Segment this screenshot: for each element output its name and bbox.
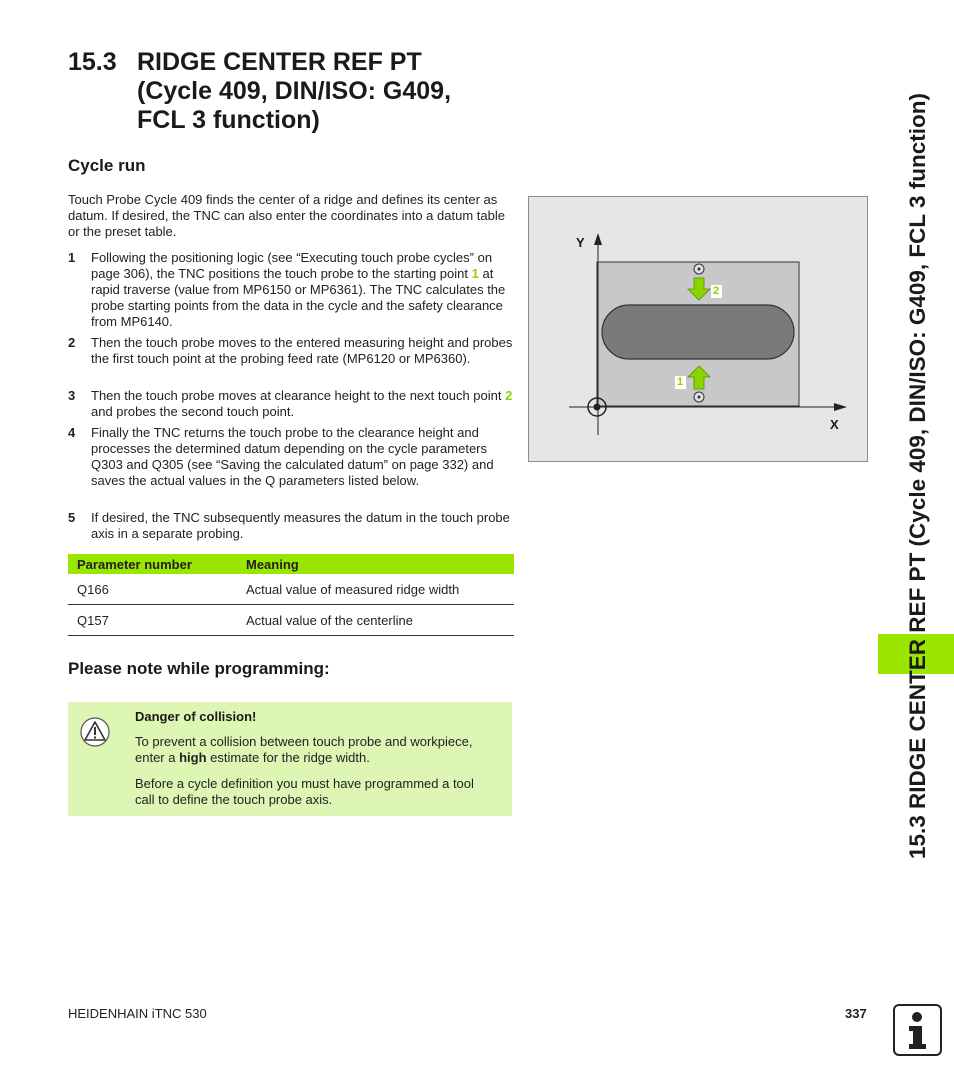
title-line-2: (Cycle 409, DIN/ISO: G409,: [137, 77, 452, 105]
warning-paragraph-1: To prevent a collision between touch probe and workpiece, enter a high estimate for the ridge width.: [135, 734, 473, 765]
param-cell: Q166: [68, 574, 237, 605]
title-line-1: RIDGE CENTER REF PT: [137, 48, 422, 76]
side-running-title: 15.3 RIDGE CENTER REF PT (Cycle 409, DIN/ISO: G409, FCL 3 function): [905, 93, 930, 859]
col-header-parameter: Parameter number: [68, 554, 237, 574]
col-header-meaning: Meaning: [237, 554, 514, 574]
step-5: 5 If desired, the TNC subsequently measures the datum in the touch probe axis in a separate probing.: [68, 510, 510, 541]
step-1: 1 Following the positioning logic (see “Executing touch probe cycles” on page 306), the TNC positions the touch probe to the starting point 1 at rapid traverse (value from MP6150 or MP6361). The TNC calculates the probe starting points from the data in the cycle and the safety clearance from MP6140.: [68, 250, 506, 329]
x-axis-label: X: [830, 417, 839, 432]
warning-paragraph-2: Before a cycle definition you must have programmed a tool call to define the touch probe axis.: [135, 776, 474, 807]
info-icon: [893, 1004, 942, 1056]
table-row: [68, 574, 514, 605]
section-number: 15.3: [68, 48, 117, 76]
warning-triangle-icon: [80, 716, 110, 748]
title-line-3: FCL 3 function): [137, 106, 320, 134]
cycle-run-heading: Cycle run: [68, 156, 146, 175]
param-cell: Q157: [68, 605, 237, 636]
cycle-run-intro: Touch Probe Cycle 409 finds the center of a ridge and defines its center as datum. If desired, the TNC can also enter the coordinates into a datum table or the preset table.: [68, 192, 505, 239]
parameter-table: [68, 554, 514, 636]
point-1-label: 1: [677, 376, 684, 388]
meaning-cell: Actual value of the centerline: [237, 605, 514, 636]
table-row: [68, 605, 514, 636]
ridge-diagram: [528, 196, 868, 462]
warning-title: Danger of collision!: [135, 709, 257, 724]
meaning-cell: Actual value of measured ridge width: [237, 574, 514, 605]
step-3: 3 Then the touch probe moves at clearance height to the next touch point 2 and probes the second touch point.: [68, 388, 513, 419]
point-2-label: 2: [713, 285, 720, 297]
step-4: 4 Finally the TNC returns the touch probe to the clearance height and processes the determined datum depending on the cycle parameters Q303 and Q305 (see “Saving the calculated datum” on page 332) and saves the actual values in the Q parameters listed below.: [68, 425, 494, 488]
step-2: 2 Then the touch probe moves to the entered measuring height and probes the first touch point at the probing feed rate (MP6120 or MP6360).: [68, 335, 513, 366]
y-axis-label: Y: [576, 235, 585, 250]
page-number: 337: [845, 1006, 867, 1021]
footer-product: HEIDENHAIN iTNC 530: [68, 1006, 207, 1021]
note-heading: Please note while programming:: [68, 659, 330, 678]
